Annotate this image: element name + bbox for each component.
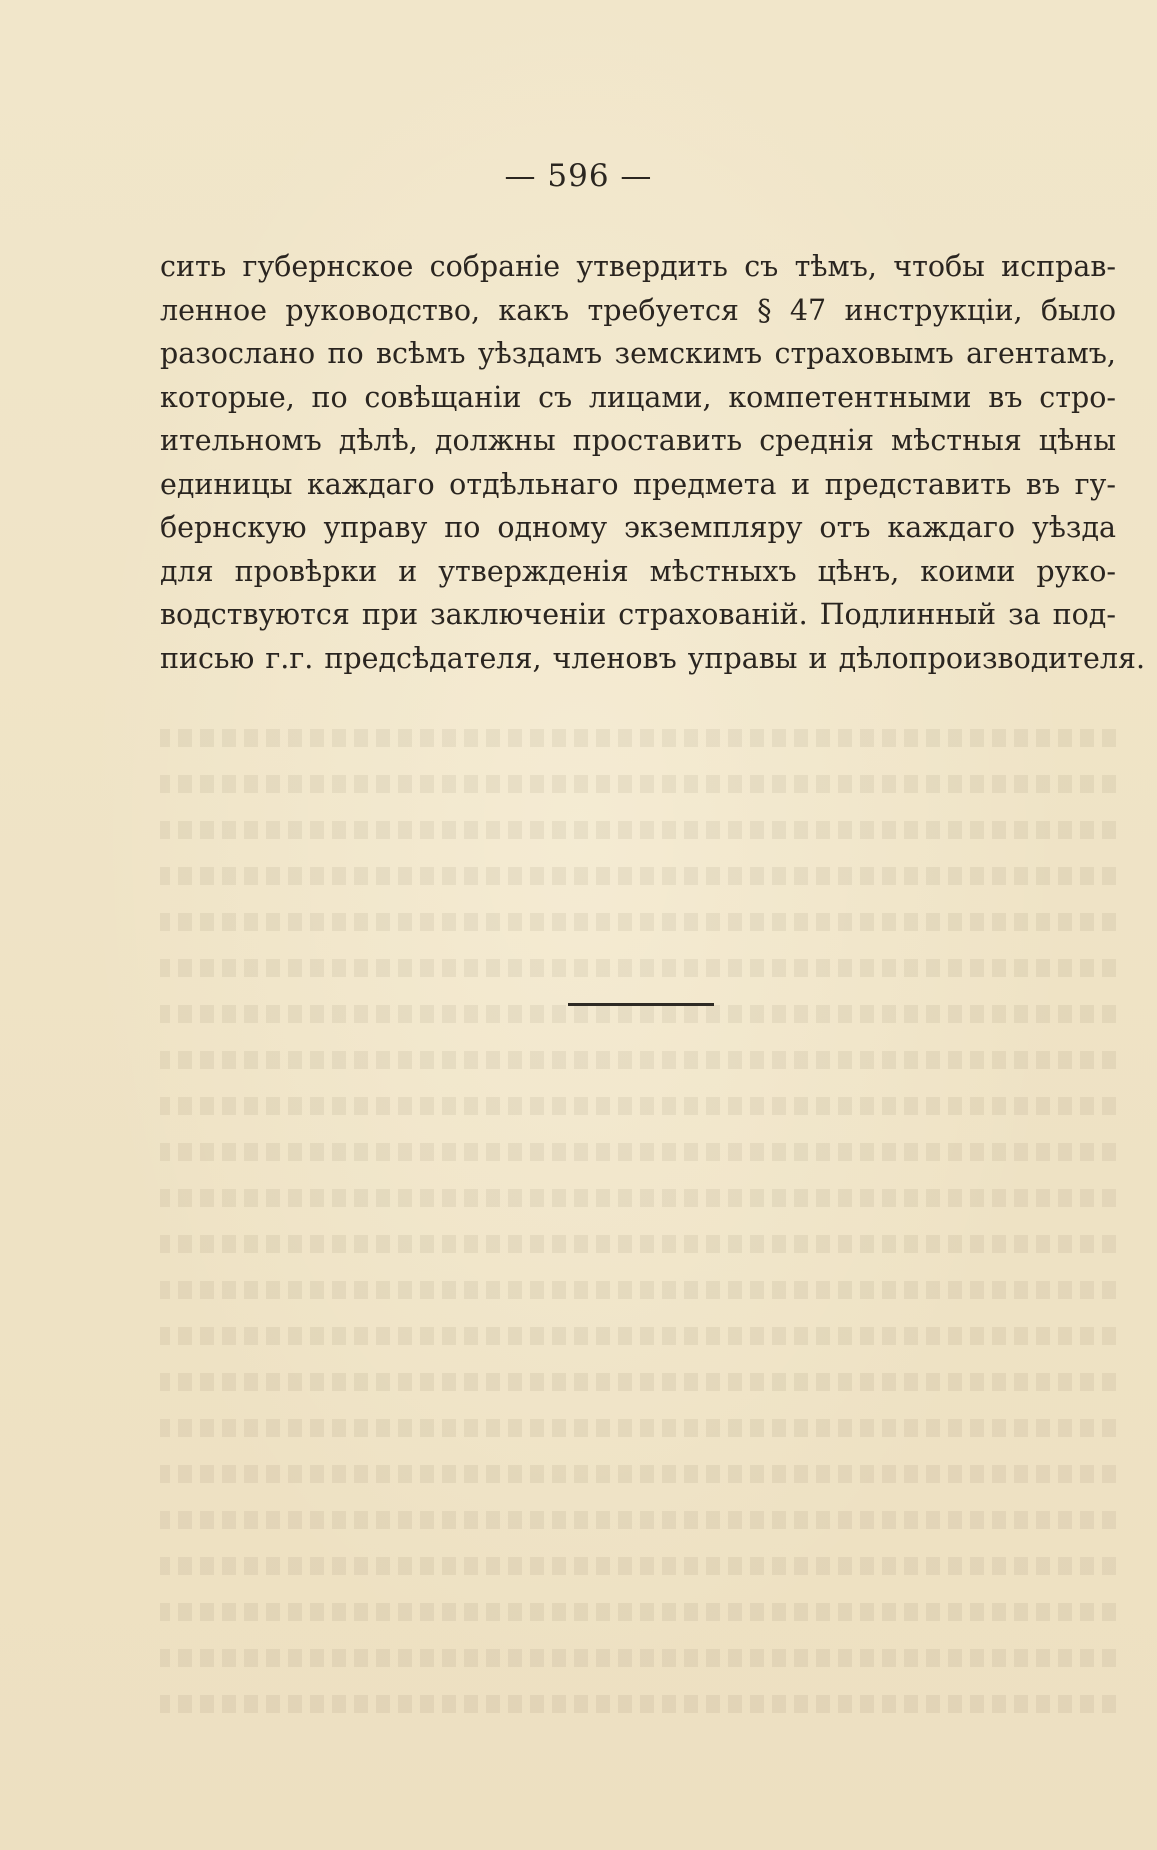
bleed-line — [160, 715, 1116, 761]
text-line: писью г.г. предсѣдателя, членовъ управы и дѣлопроизводителя. — [160, 641, 1146, 675]
bleed-line — [160, 1635, 1116, 1681]
bleed-line — [160, 1313, 1116, 1359]
bleed-line — [160, 1451, 1116, 1497]
text-line: которые, по совѣщаніи съ лицами, компетентными въ стро- — [160, 380, 1116, 414]
bleed-line — [160, 945, 1116, 991]
bleed-line — [160, 853, 1116, 899]
bleed-line — [160, 1359, 1116, 1405]
bleed-line — [160, 899, 1116, 945]
text-line: ительномъ дѣлѣ, должны проставить среднія мѣстныя цѣны — [160, 424, 1116, 457]
text-line: бернскую управу по одному экземпляру отъ каждаго уѣзда — [160, 511, 1116, 544]
body-paragraph — [160, 245, 1146, 680]
bleed-line — [160, 807, 1116, 853]
bleed-line — [160, 1175, 1116, 1221]
bleed-line — [160, 1267, 1116, 1313]
page-number: — 596 — — [504, 158, 653, 194]
bleed-line — [160, 1543, 1116, 1589]
text-line: сить губернское собраніе утвердить съ тѣмъ, чтобы исправ- — [160, 250, 1116, 283]
bleed-line — [160, 1589, 1116, 1635]
bleed-through-texture — [160, 715, 1116, 1727]
bleed-line — [160, 1405, 1116, 1451]
bleed-line — [160, 1681, 1116, 1727]
bleed-line — [160, 1037, 1116, 1083]
text-line: единицы каждаго отдѣльнаго предмета и представить въ гу- — [160, 467, 1116, 501]
bleed-line — [160, 1221, 1116, 1267]
text-line: ленное руководство, какъ требуется § 47 инструкціи, было — [160, 293, 1116, 327]
bleed-line — [160, 1083, 1116, 1129]
text-line: водствуются при заключеніи страхованій. Подлинный за под- — [160, 598, 1116, 631]
bleed-line — [160, 991, 1116, 1037]
bleed-line — [160, 1129, 1116, 1175]
bleed-line — [160, 761, 1116, 807]
bleed-line — [160, 1497, 1116, 1543]
section-divider-rule — [568, 1003, 714, 1006]
text-line: разослано по всѣмъ уѣздамъ земскимъ страховымъ агентамъ, — [160, 337, 1116, 370]
text-line: для провѣрки и утвержденія мѣстныхъ цѣнъ, коими руко- — [160, 554, 1116, 588]
